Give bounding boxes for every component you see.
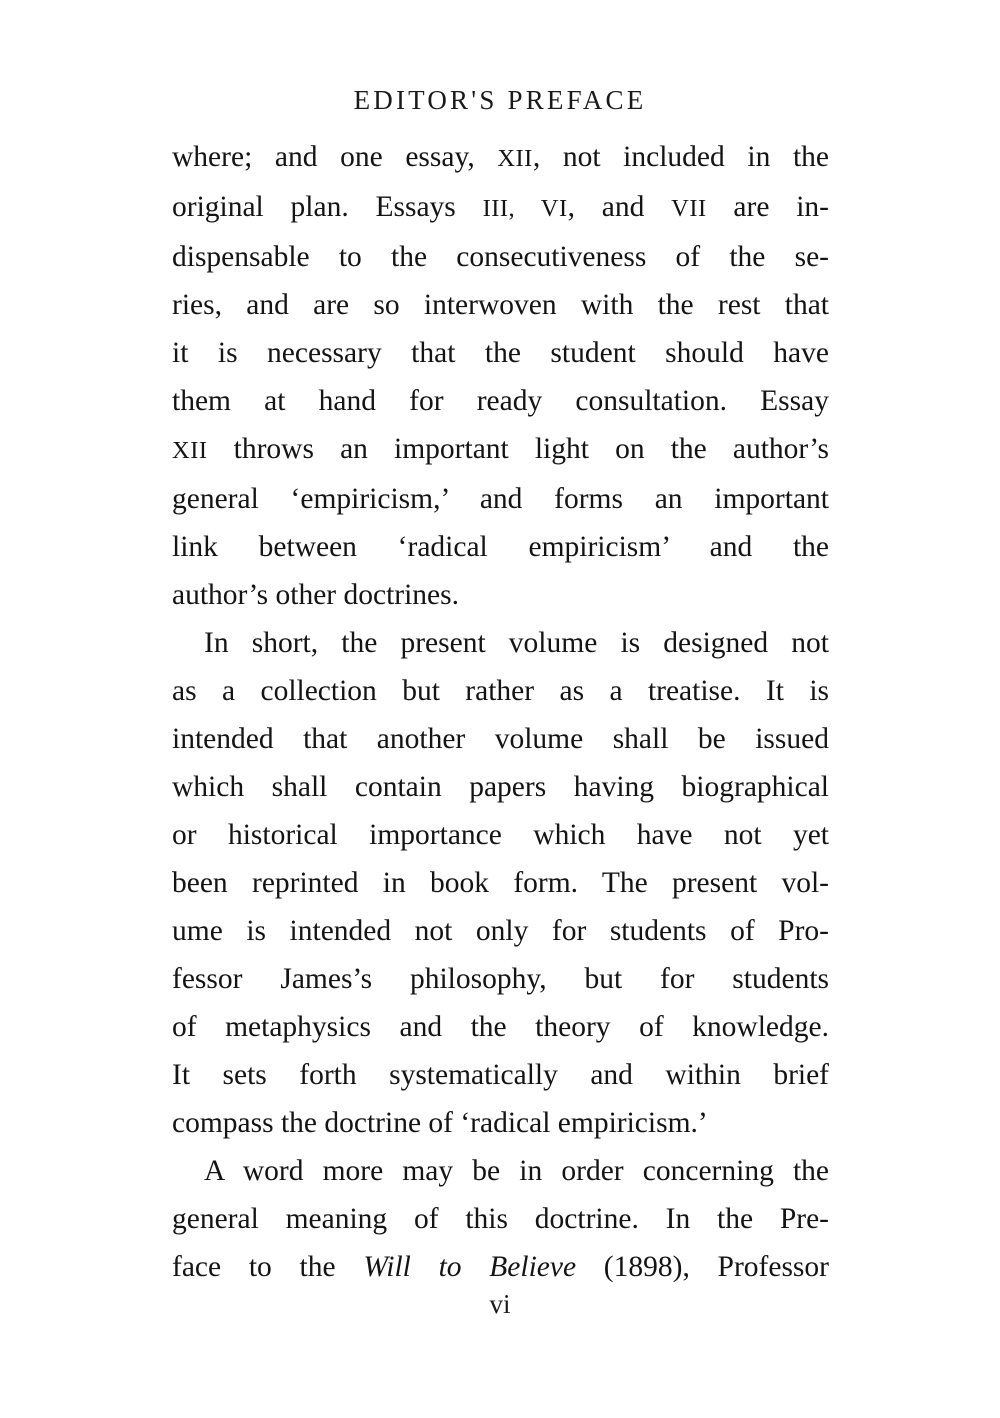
- paragraph: [172, 619, 829, 1147]
- text-line: [172, 523, 829, 571]
- text-line: [172, 1147, 829, 1195]
- text-run: In short, the present volume is designed not: [204, 627, 829, 659]
- text-run: them at hand for ready consultation. Essay: [172, 385, 829, 417]
- text-run: fessor James’s philosophy, but for students: [172, 963, 829, 995]
- text-run: general ‘empiricism,’ and forms an important: [172, 483, 829, 515]
- text-line: [172, 281, 829, 329]
- text-line: [172, 329, 829, 377]
- text-line: [172, 763, 829, 811]
- text-line: [172, 955, 829, 1003]
- text-line: [172, 1243, 829, 1291]
- text-run: intended that another volume shall be issued: [172, 723, 829, 755]
- roman-numeral: XII: [497, 145, 533, 172]
- text-run: which shall contain papers having biographical: [172, 771, 829, 803]
- text-line: [172, 619, 829, 667]
- text-run: where; and one essay,: [172, 141, 498, 173]
- text-run: face to the: [172, 1251, 364, 1283]
- text-line: [172, 859, 829, 907]
- roman-numeral: XII: [172, 437, 208, 464]
- text-run: it is necessary that the student should have: [172, 337, 829, 369]
- roman-numeral: VII: [671, 195, 707, 222]
- text-line: [172, 377, 829, 425]
- page-number: vi: [489, 1289, 511, 1319]
- text-run: link between ‘radical empiricism’ and the: [172, 531, 829, 563]
- text-run: been reprinted in book form. The present vol-: [172, 867, 829, 899]
- text-line: [172, 1003, 829, 1051]
- text-line: [172, 183, 829, 233]
- text-run: , and: [567, 191, 672, 223]
- text-line: [172, 571, 829, 619]
- text-line: [172, 133, 829, 183]
- text-run: throws an important light on the author’s: [207, 433, 829, 465]
- text-run: or historical importance which have not yet: [172, 819, 829, 851]
- roman-numeral: III, VI: [482, 195, 568, 222]
- text-run: (1898), Professor: [576, 1251, 829, 1283]
- text-run: ries, and are so interwoven with the rest that: [172, 289, 829, 321]
- text-run: compass the doctrine of ‘radical empiricism.’: [172, 1107, 708, 1139]
- text-line: [172, 715, 829, 763]
- text-run: dispensable to the consecutiveness of the se-: [172, 241, 829, 273]
- text-line: [172, 1195, 829, 1243]
- text-line: [172, 811, 829, 859]
- text-line: [172, 1099, 829, 1147]
- text-run: as a collection but rather as a treatise. It is: [172, 675, 829, 707]
- text-line: [172, 475, 829, 523]
- paragraph: [172, 133, 829, 619]
- text-run: of metaphysics and the theory of knowledge.: [172, 1011, 829, 1043]
- text-run: A word more may be in order concerning the: [204, 1155, 829, 1187]
- running-head: EDITOR'S PREFACE: [353, 85, 647, 115]
- paragraph: [172, 1147, 829, 1291]
- text-run: author’s other doctrines.: [172, 579, 460, 611]
- book-title: Will to Believe: [363, 1251, 577, 1283]
- text-run: original plan. Essays: [172, 191, 483, 223]
- text-run: It sets forth systematically and within brief: [172, 1059, 829, 1091]
- text-line: [172, 233, 829, 281]
- text-line: [172, 425, 829, 475]
- text-line: [172, 1051, 829, 1099]
- text-line: [172, 907, 829, 955]
- text-run: general meaning of this doctrine. In the Pre-: [172, 1203, 829, 1235]
- text-run: , not included in the: [532, 141, 829, 173]
- body-text: [172, 133, 829, 1291]
- text-run: are in-: [706, 191, 829, 223]
- text-line: [172, 667, 829, 715]
- text-run: ume is intended not only for students of Pro-: [172, 915, 829, 947]
